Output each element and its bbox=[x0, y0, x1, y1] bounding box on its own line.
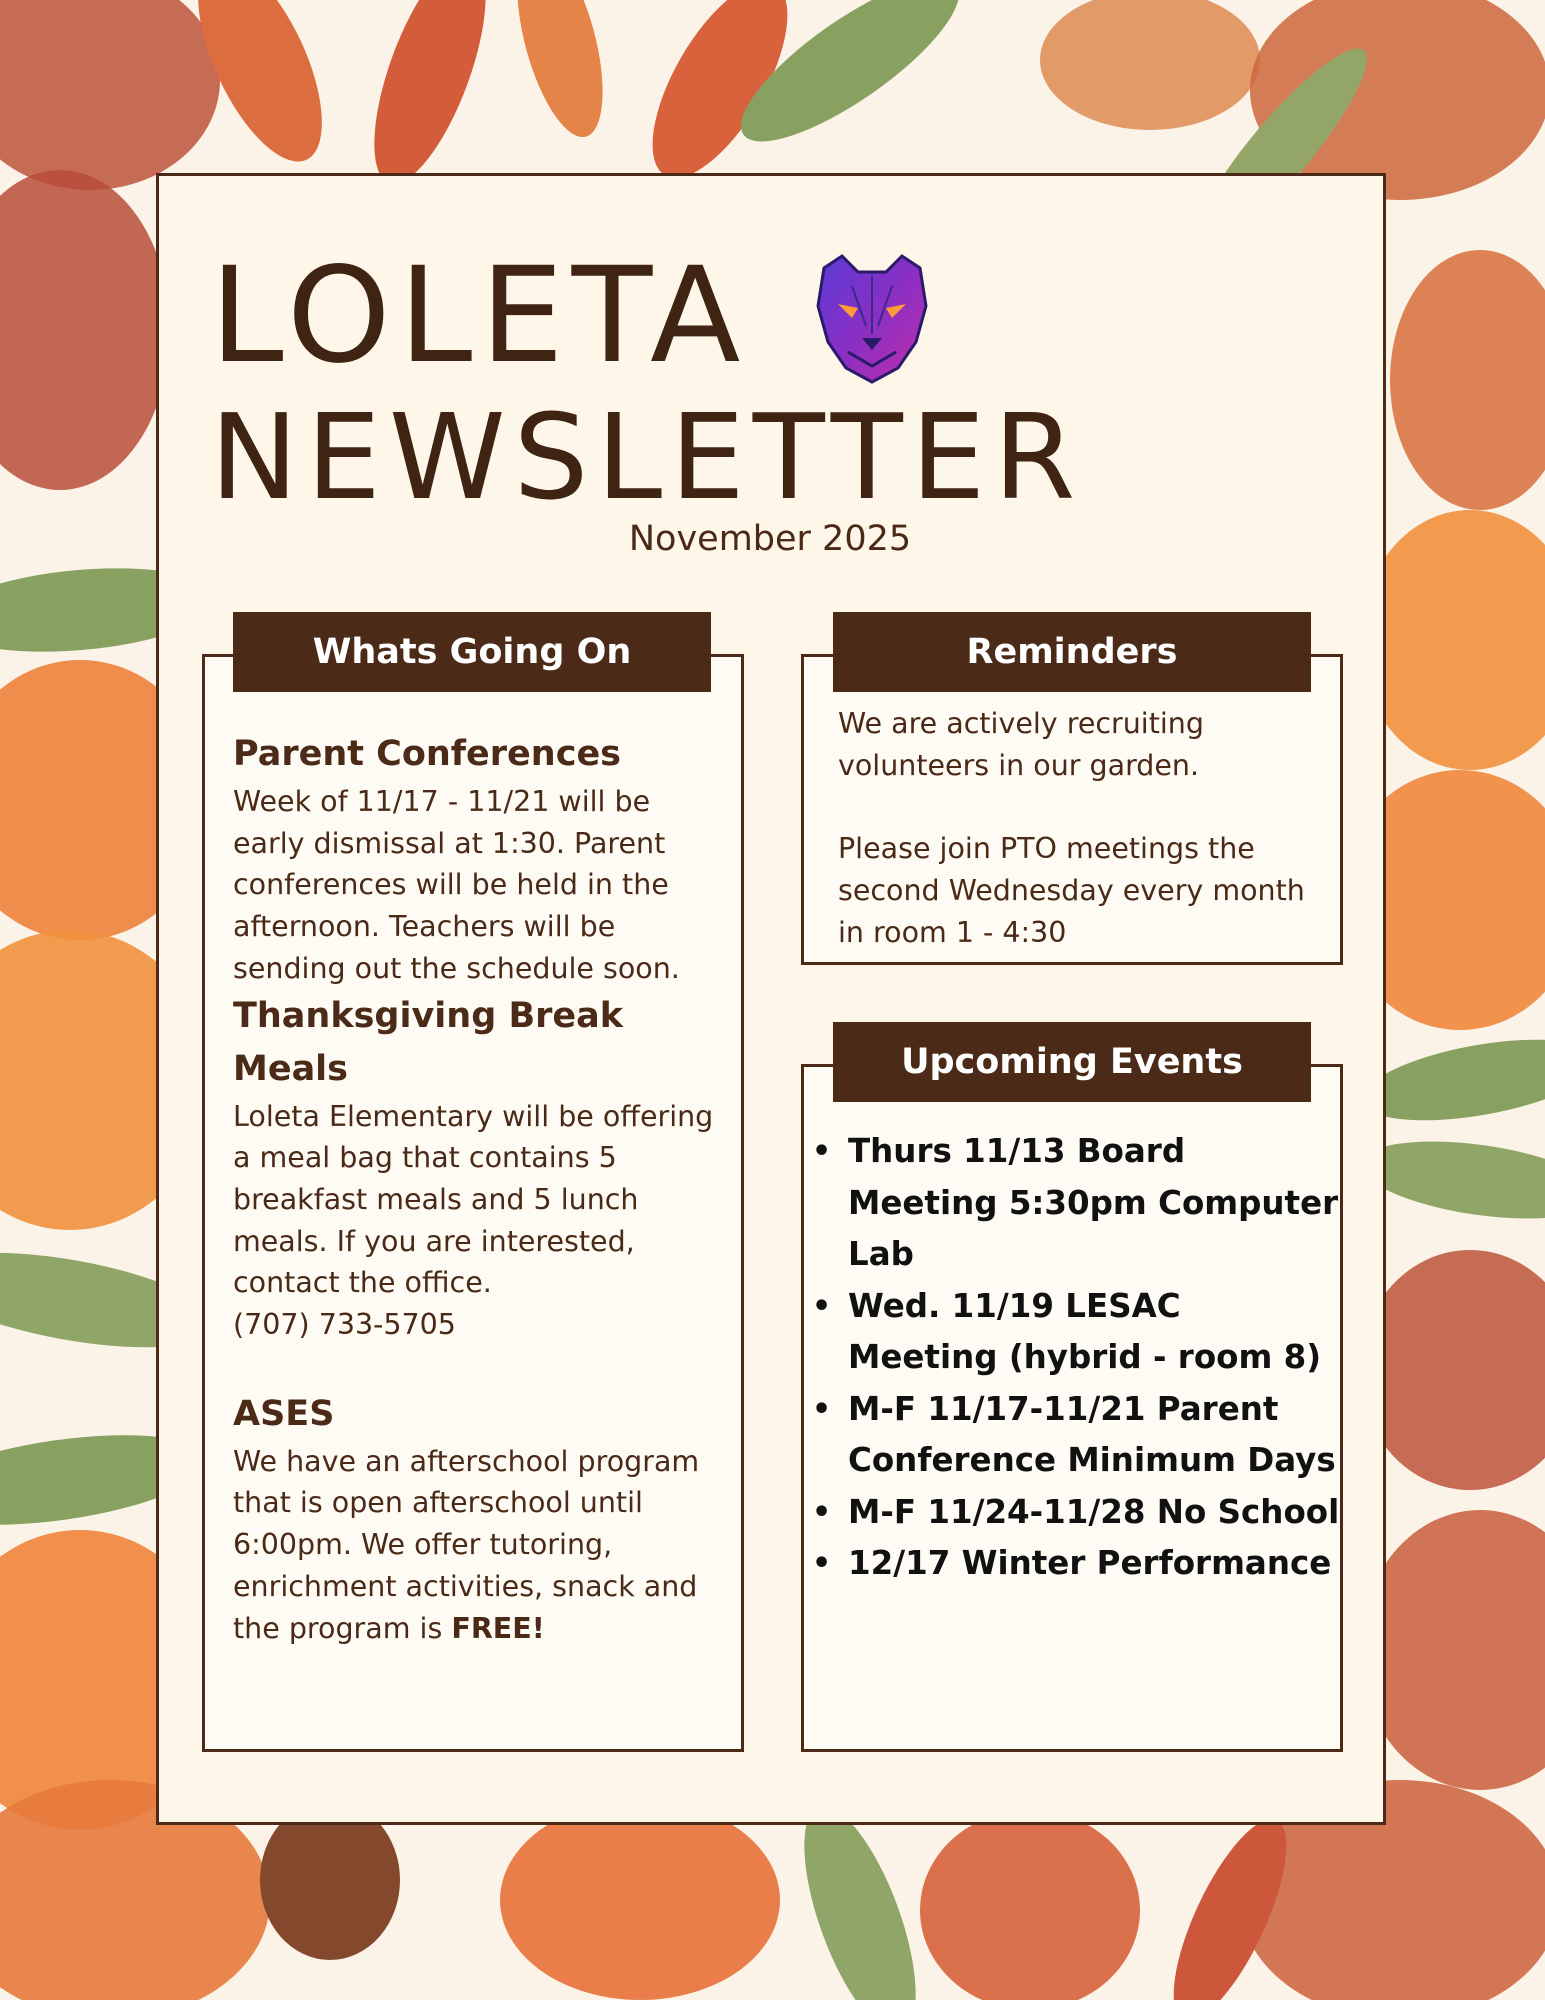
ases-body: We have an afterschool program that is open afterschool until 6:00pm. We offer tutoring, enrichment activities, snack and the program is bbox=[233, 1444, 700, 1645]
event-text: Thurs 11/13 Board Meeting 5:30pm Computer Lab bbox=[848, 1132, 1339, 1273]
bullet-icon: • bbox=[812, 1546, 832, 1581]
reminders-heading: Reminders bbox=[833, 612, 1311, 692]
ases-paragraph bbox=[233, 1441, 723, 1650]
event-text: Wed. 11/19 LESAC Meeting (hybrid - room 8) bbox=[848, 1286, 1322, 1376]
event-item bbox=[810, 1384, 1340, 1487]
bullet-icon: • bbox=[812, 1494, 832, 1530]
reminder-item: Please join PTO meetings the second Wednesday every month in room 1 - 4:30 bbox=[838, 832, 1305, 949]
thanksgiving-title: Thanksgiving Break Meals bbox=[233, 995, 624, 1089]
event-text: 12/17 Winter Performance bbox=[848, 1544, 1332, 1582]
event-text: M-F 11/24-11/28 No School bbox=[848, 1492, 1340, 1531]
title-newsletter: NEWSLETTER bbox=[210, 388, 1084, 526]
whats-going-on-heading: Whats Going On bbox=[233, 612, 711, 692]
title-loleta: LOLETA bbox=[210, 239, 749, 393]
thanksgiving-body: Loleta Elementary will be offering a meal bag that contains 5 breakfast meals and 5 lunch meals. If you are interested, contact the office. bbox=[233, 1099, 714, 1300]
bullet-icon: • bbox=[812, 1288, 832, 1324]
office-phone: (707) 733-5705 bbox=[233, 1308, 456, 1342]
ases-title: ASES bbox=[233, 1393, 335, 1434]
ases-free-emphasis: FREE! bbox=[451, 1611, 545, 1645]
upcoming-events-list bbox=[810, 1126, 1340, 1590]
event-item bbox=[810, 1126, 1340, 1281]
whats-going-on-content bbox=[233, 728, 723, 1649]
event-text: M-F 11/17-11/21 Parent Conference Minimum Days bbox=[848, 1389, 1336, 1479]
upcoming-events-heading: Upcoming Events bbox=[833, 1022, 1311, 1102]
panther-head-icon bbox=[808, 246, 936, 390]
event-item bbox=[810, 1487, 1340, 1539]
event-item bbox=[810, 1538, 1340, 1590]
bullet-icon: • bbox=[812, 1134, 832, 1169]
reminder-item: We are actively recruiting volunteers in our garden. bbox=[838, 707, 1204, 782]
bullet-icon: • bbox=[812, 1391, 832, 1427]
parent-conferences-body: Week of 11/17 - 11/21 will be early dismissal at 1:30. Parent conferences will be held in the afternoon. Teachers will be sending out the schedule soon. bbox=[233, 785, 680, 985]
parent-conferences-title: Parent Conferences bbox=[233, 734, 622, 774]
reminders-content bbox=[838, 703, 1308, 953]
event-item bbox=[810, 1281, 1340, 1384]
issue-date: November 2025 bbox=[628, 519, 912, 559]
